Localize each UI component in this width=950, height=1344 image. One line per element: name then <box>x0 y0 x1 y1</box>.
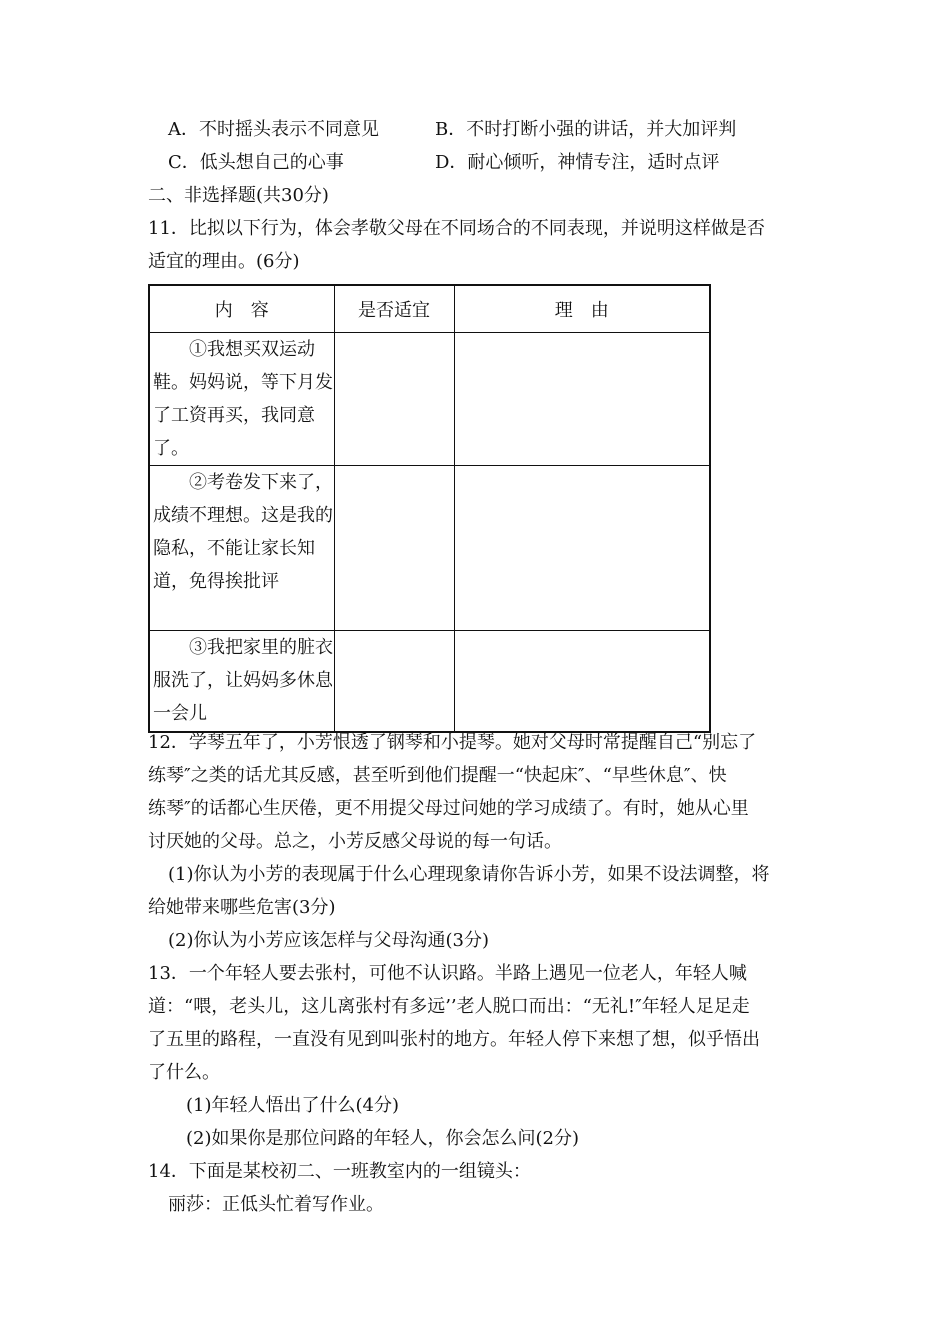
row2-content: ②考卷发下来了，成绩不理想。这是我的隐私，不能让家长知道，免得挨批评 <box>153 472 333 592</box>
table-row <box>149 466 710 631</box>
row3-content: ③我把家里的脏衣服洗了，让妈妈多休息一会儿 <box>153 637 333 724</box>
row3-content-cell <box>149 631 334 732</box>
option-b: B．不时打断小强的讲话，并大加评判 <box>435 119 737 140</box>
row1-content-cell <box>149 333 334 466</box>
q11-line1: 11．比拟以下行为，体会孝敬父母在不同场合的不同表现，并说明这样做是否 <box>148 218 765 239</box>
row1-content: ①我想买双运动鞋。妈妈说，等下月发了工资再买，我同意了。 <box>153 339 333 459</box>
q14-line2: 丽莎：正低头忙着写作业。 <box>168 1194 384 1215</box>
option-d: D．耐心倾听，神情专注，适时点评 <box>435 152 720 173</box>
row3-reason-cell <box>454 631 710 732</box>
q13-sub1: (1)年轻人悟出了什么(4分) <box>186 1095 399 1116</box>
option-c: C．低头想自己的心事 <box>168 152 344 173</box>
row2-content-cell <box>149 466 334 631</box>
q12-sub1-line1: (1)你认为小芳的表现属于什么心理现象请你告诉小芳，如果不设法调整，将 <box>168 864 770 885</box>
q12-line2: 练琴″之类的话尤其反感，甚至听到他们提醒一“快起床″、“早些休息″、快 <box>148 765 727 786</box>
q12-line4: 讨厌她的父母。总之，小芳反感父母说的每一句话。 <box>148 831 562 852</box>
header-reason: 理 由 <box>454 285 710 333</box>
row1-suitable-cell <box>334 333 454 466</box>
row3-suitable-cell <box>334 631 454 732</box>
option-a: A．不时摇头表示不同意见 <box>168 119 379 140</box>
q12-line3: 练琴″的话都心生厌倦，更不用提父母过问她的学习成绩了。有时，她从心里 <box>148 798 749 819</box>
row1-reason-cell <box>454 333 710 466</box>
q13-line4: 了什么。 <box>148 1062 220 1083</box>
q13-line2: 道：“喂，老头儿，这儿离张村有多远’’老人脱口而出：“无礼!″年轻人足足走 <box>148 996 750 1017</box>
row2-suitable-cell <box>334 466 454 631</box>
section2-title: 二、非选择题(共30分) <box>148 185 329 206</box>
header-suitable: 是否适宜 <box>334 285 454 333</box>
q11-table <box>148 284 711 733</box>
q13-line1: 13．一个年轻人要去张村，可他不认识路。半路上遇见一位老人，年轻人喊 <box>148 963 747 984</box>
table-header-row <box>149 285 710 333</box>
q13-line3: 了五里的路程，一直没有见到叫张村的地方。年轻人停下来想了想，似乎悟出 <box>148 1029 760 1050</box>
q11-line2: 适宜的理由。(6分) <box>148 251 300 272</box>
header-content: 内 容 <box>149 285 334 333</box>
table-row <box>149 631 710 732</box>
q12-line1: 12．学琴五年了，小芳恨透了钢琴和小提琴。她对父母时常提醒自己“别忘了 <box>148 732 757 753</box>
q13-sub2: (2)如果你是那位问路的年轻人，你会怎么问(2分) <box>186 1128 579 1149</box>
table-row <box>149 333 710 466</box>
q14-line1: 14．下面是某校初二、一班教室内的一组镜头： <box>148 1161 531 1182</box>
q12-sub1-line2: 给她带来哪些危害(3分) <box>148 897 336 918</box>
row2-reason-cell <box>454 466 710 631</box>
q12-sub2: (2)你认为小芳应该怎样与父母沟通(3分) <box>168 930 489 951</box>
